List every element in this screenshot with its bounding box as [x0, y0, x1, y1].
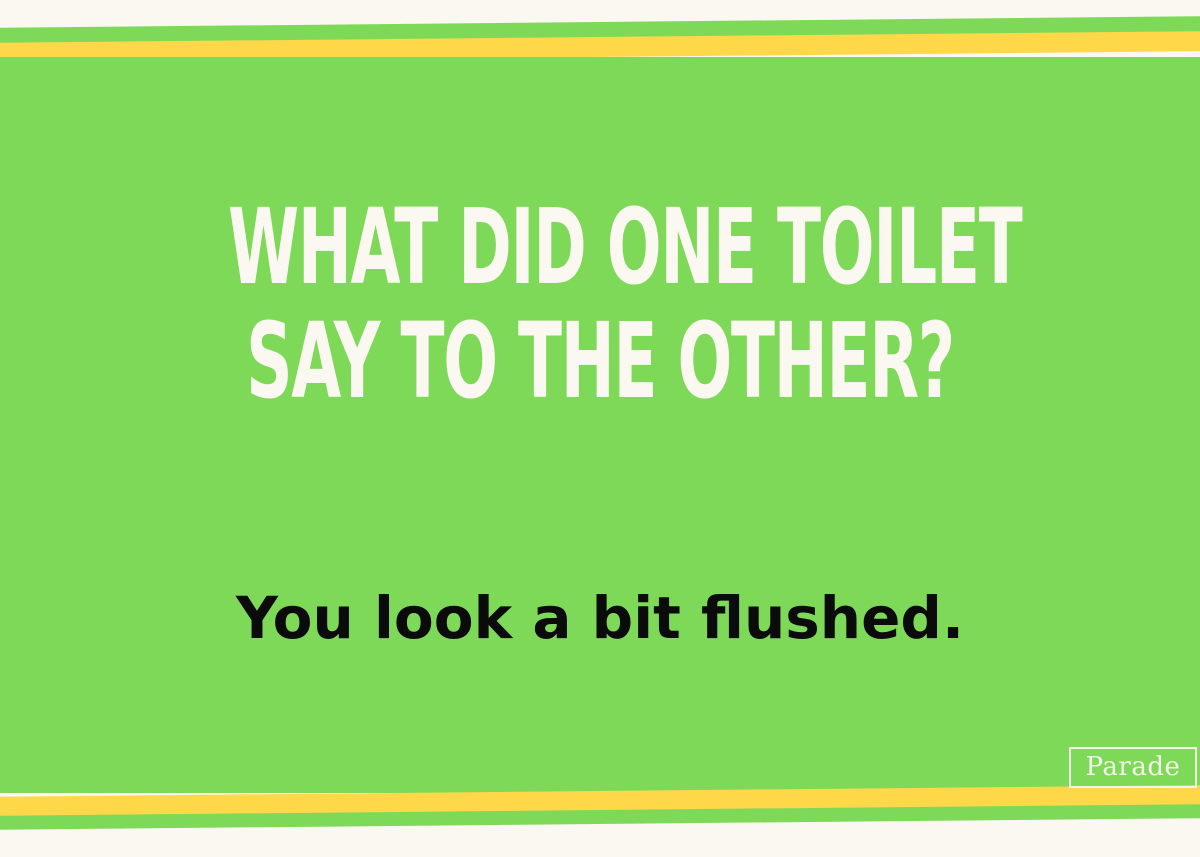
joke-question — [0, 186, 1200, 422]
joke-answer: You look a bit flushed. — [236, 584, 964, 652]
question-line-2: SAY TO THE OTHER? — [246, 300, 954, 422]
green-panel — [0, 57, 1200, 793]
parade-logo: Parade — [1069, 747, 1197, 788]
question-line-1: WHAT DID ONE TOILET — [228, 186, 1022, 308]
